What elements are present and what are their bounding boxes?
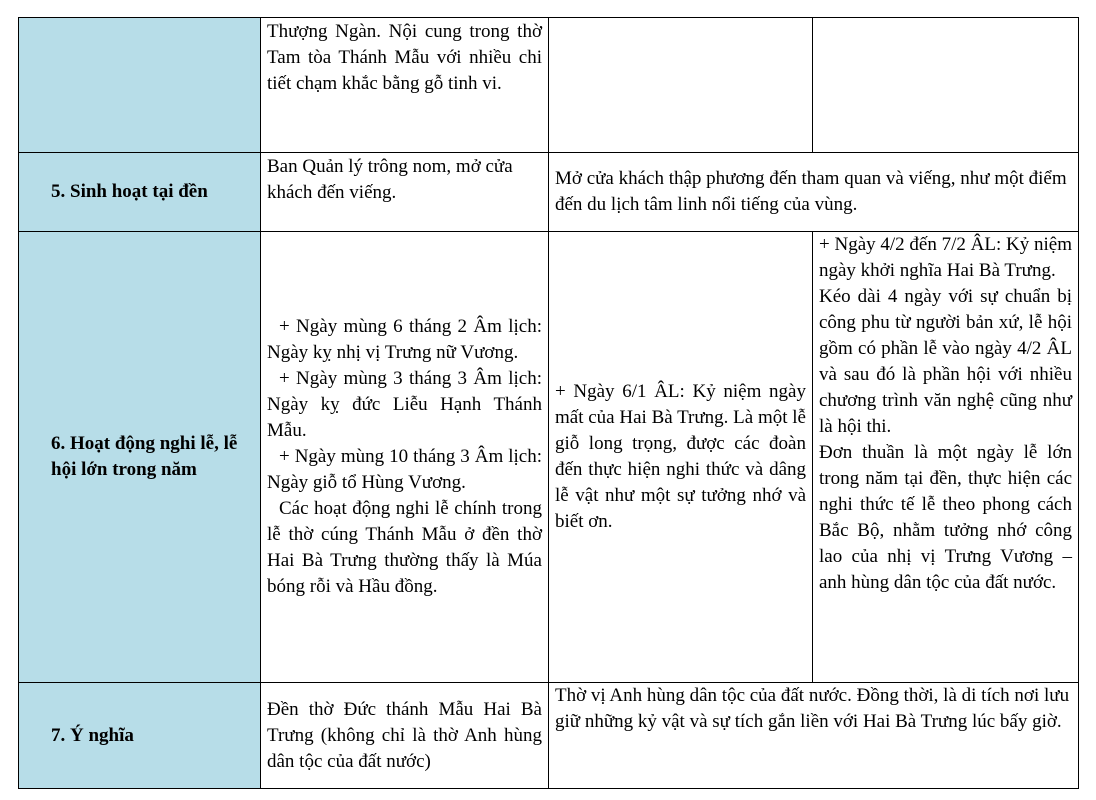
row-header-cell bbox=[19, 153, 261, 232]
table-row bbox=[19, 18, 1079, 153]
row-header-cell bbox=[19, 683, 261, 789]
row-header-label: 7. Ý nghĩa bbox=[51, 724, 134, 746]
table-cell bbox=[813, 232, 1079, 683]
table-cell: Thờ vị Anh hùng dân tộc của đất nước. Đồng thời, là di tích nơi lưu giữ những kỷ vật và sự tích gắn liền với Hai Bà Trưng lúc bấy giờ. bbox=[549, 683, 1079, 789]
table-cell: + Ngày 6/1 ÂL: Kỷ niệm ngày mất của Hai Bà Trưng. Là một lễ giỗ long trọng, được các đoàn đến thực hiện nghi thức và dâng lễ vật như một sự tưởng nhớ và biết ơn. bbox=[549, 232, 813, 683]
paragraph: Đơn thuần là một ngày lễ lớn trong năm tại đền, thực hiện các nghi thức tế lễ theo phong cách Bắc Bộ, nhằm tưởng nhớ công lao của nhị vị Trưng Vương – anh hùng dân tộc của đất nước. bbox=[819, 442, 1072, 593]
table-cell bbox=[549, 18, 813, 153]
table-row bbox=[19, 683, 1079, 789]
row-header-label: 6. Hoạt động nghi lễ, lễ hội lớn trong năm bbox=[51, 433, 238, 480]
paragraph: + Ngày mùng 6 tháng 2 Âm lịch: Ngày kỵ nhị vị Trưng nữ Vương. bbox=[267, 316, 542, 363]
row-header-label: 5. Sinh hoạt tại đền bbox=[51, 181, 208, 202]
table-row bbox=[19, 153, 1079, 232]
table-cell: Mở cửa khách thập phương đến tham quan và viếng, như một điểm đến du lịch tâm linh nổi tiếng của vùng. bbox=[549, 153, 1079, 232]
paragraph: + Ngày mùng 10 tháng 3 Âm lịch: Ngày giỗ tổ Hùng Vương. bbox=[267, 446, 542, 493]
paragraph: + Ngày 4/2 đến 7/2 ÂL: Kỷ niệm ngày khởi nghĩa Hai Bà Trưng. bbox=[819, 234, 1072, 281]
heritage-comparison-table bbox=[18, 17, 1079, 789]
row-header-cell bbox=[19, 18, 261, 153]
table-cell: Ban Quản lý trông nom, mở cửa khách đến viếng. bbox=[261, 153, 549, 232]
table-cell: Thượng Ngàn. Nội cung trong thờ Tam tòa Thánh Mẫu với nhiều chi tiết chạm khắc bằng gỗ tinh vi. bbox=[261, 18, 549, 153]
table-cell: Đền thờ Đức thánh Mẫu Hai Bà Trưng (không chỉ là thờ Anh hùng dân tộc của đất nước) bbox=[261, 683, 549, 789]
table-row bbox=[19, 232, 1079, 683]
paragraph: + Ngày mùng 3 tháng 3 Âm lịch: Ngày kỵ đức Liễu Hạnh Thánh Mẫu. bbox=[267, 368, 542, 441]
paragraph: Kéo dài 4 ngày với sự chuẩn bị công phu từ người bản xứ, lễ hội gồm có phần lễ vào ngày 4/2 ÂL và sau đó là phần hội với nhiều chương trình văn nghệ cũng như là hội thi. bbox=[819, 286, 1072, 437]
table-cell bbox=[813, 18, 1079, 153]
table-cell bbox=[261, 232, 549, 683]
paragraph: Các hoạt động nghi lễ chính trong lễ thờ cúng Thánh Mẫu ở đền thờ Hai Bà Trưng thường thấy là Múa bóng rỗi và Hầu đồng. bbox=[267, 498, 542, 597]
row-header-cell bbox=[19, 232, 261, 683]
